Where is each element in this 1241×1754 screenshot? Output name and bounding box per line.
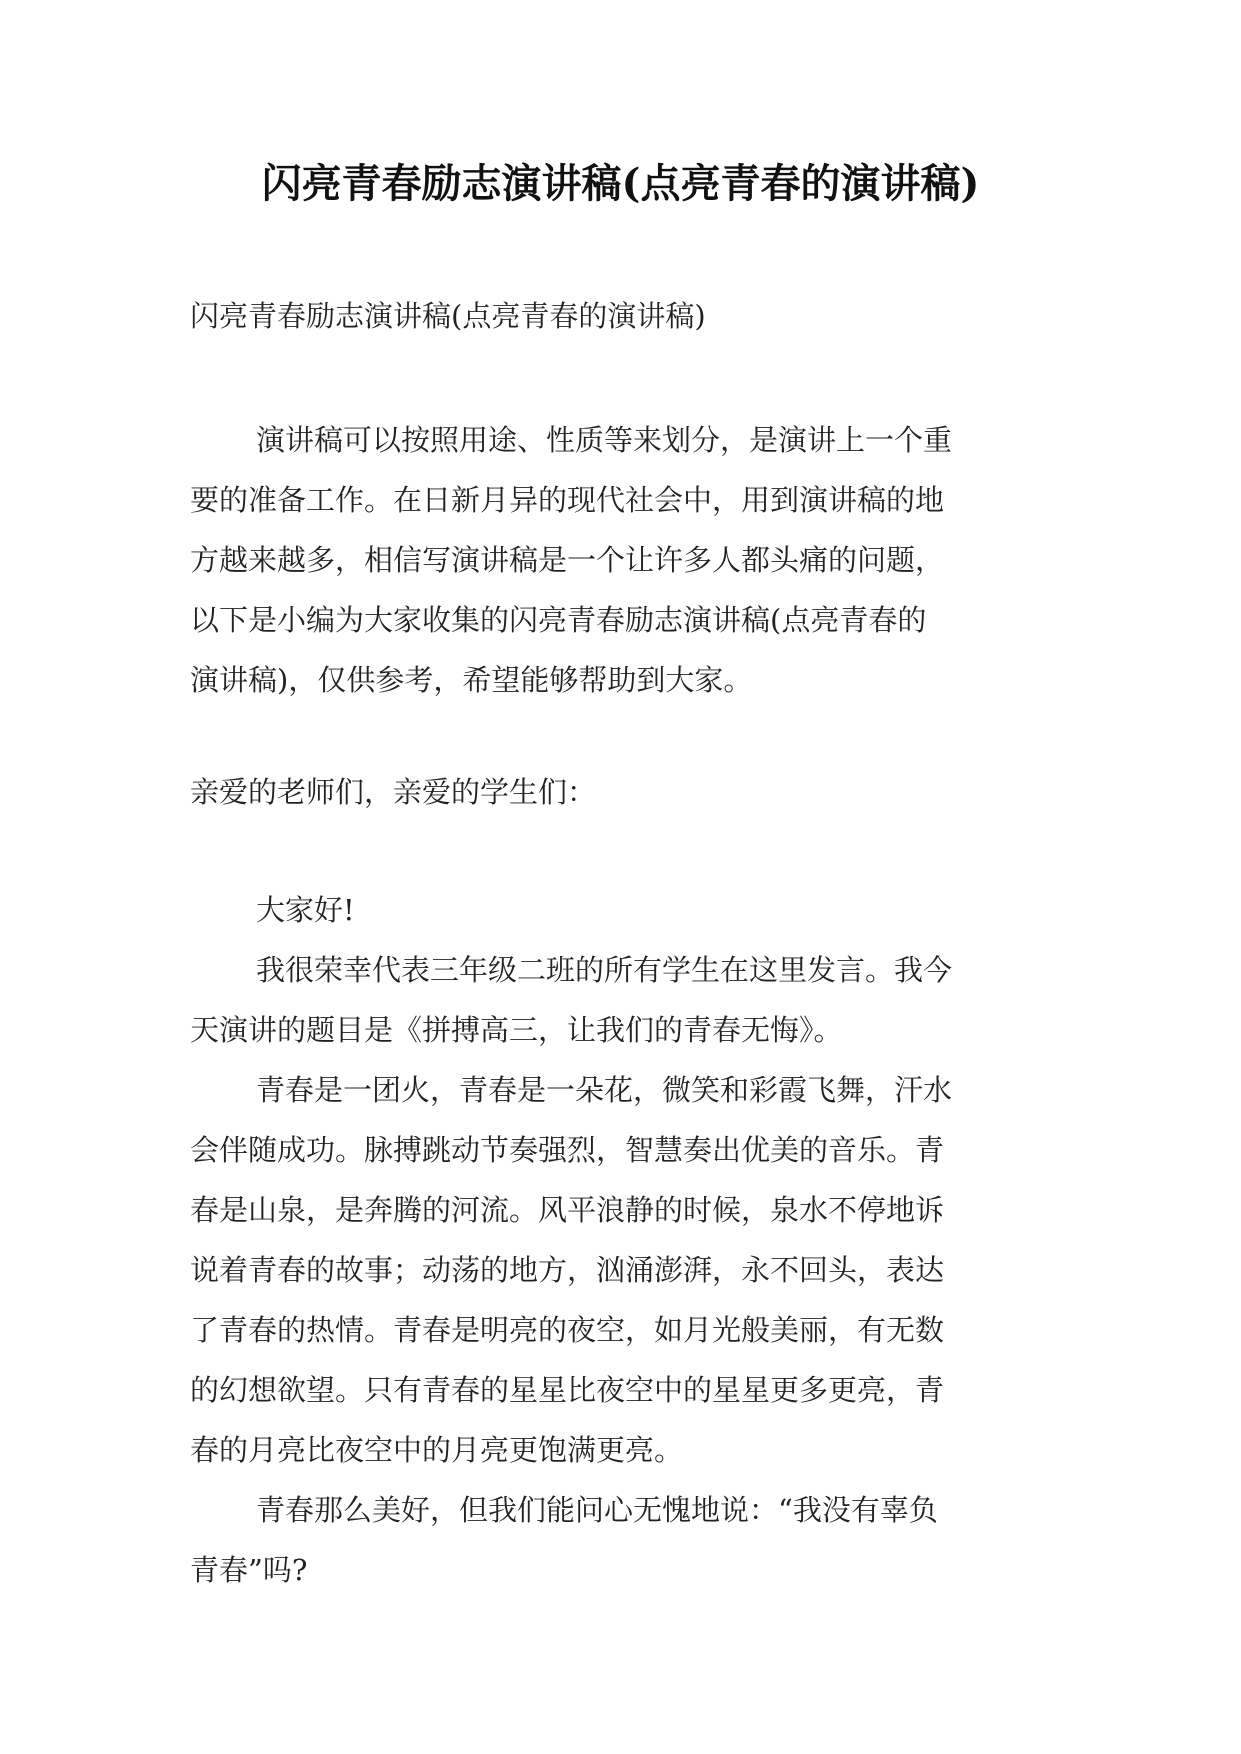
question-line: 青春那么美好，但我们能问心无愧地说：“我没有辜负 — [256, 1493, 938, 1527]
youth-paragraph — [190, 1060, 1050, 1480]
youth-line: 了青春的热情。青春是明亮的夜空，如月光般美丽，有无数 — [190, 1313, 945, 1347]
question-paragraph — [190, 1480, 1050, 1600]
intro-line: 以下是小编为大家收集的闪亮青春励志演讲稿(点亮青春的 — [190, 603, 927, 637]
intro-line: 要的准备工作。在日新月异的现代社会中，用到演讲稿的地 — [190, 483, 945, 517]
document-title: 闪亮青春励志演讲稿(点亮青春的演讲稿) — [261, 160, 980, 207]
hello-paragraph — [190, 880, 1050, 940]
honor-paragraph — [190, 940, 1050, 1060]
intro-paragraph — [190, 410, 1050, 710]
question-line: 青春”吗? — [190, 1553, 308, 1587]
youth-line: 青春是一团火，青春是一朵花，微笑和彩霞飞舞，汗水 — [256, 1073, 953, 1107]
youth-line: 说着青春的故事；动荡的地方，汹涌澎湃，永不回头，表达 — [190, 1253, 945, 1287]
honor-line: 我很荣幸代表三年级二班的所有学生在这里发言。我今 — [256, 953, 953, 987]
document-subtitle: 闪亮青春励志演讲稿(点亮青春的演讲稿) — [190, 299, 706, 333]
youth-line: 的幻想欲望。只有青春的星星比夜空中的星星更多更亮，青 — [190, 1373, 945, 1407]
intro-line: 方越来越多，相信写演讲稿是一个让许多人都头痛的问题， — [190, 543, 945, 577]
youth-line: 会伴随成功。脉搏跳动节奏强烈，智慧奏出优美的音乐。青 — [190, 1133, 945, 1167]
youth-line: 春的月亮比夜空中的月亮更饱满更亮。 — [190, 1433, 684, 1467]
youth-line: 春是山泉，是奔腾的河流。风平浪静的时候，泉水不停地诉 — [190, 1193, 945, 1227]
greeting-line: 亲爱的老师们，亲爱的学生们： — [190, 775, 597, 809]
intro-line: 演讲稿可以按照用途、性质等来划分，是演讲上一个重 — [256, 423, 953, 457]
hello-line: 大家好! — [256, 893, 355, 927]
intro-line: 演讲稿)，仅供参考，希望能够帮助到大家。 — [190, 663, 753, 697]
honor-line: 天演讲的题目是《拼搏高三，让我们的青春无悔》。 — [190, 1013, 843, 1047]
greeting-paragraph — [190, 762, 1050, 822]
